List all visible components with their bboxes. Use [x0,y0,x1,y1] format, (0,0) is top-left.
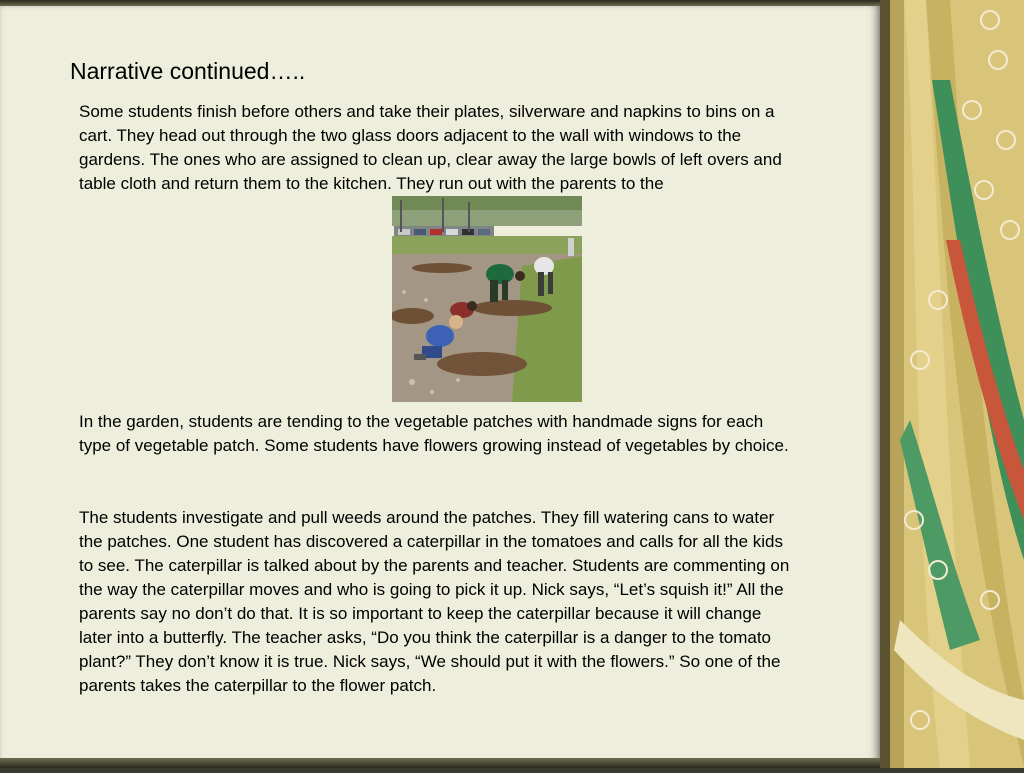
slide-title: Narrative continued….. [70,58,306,84]
paragraph-caterpillar: The students investigate and pull weeds around the patches. They fill watering cans to water the patches. One student has discovered a caterpillar in the tomatoes and calls for all the kids to see. The caterpillar is talked about by the parents and teacher. Students are commenting on the way the caterpillar moves and who is going to pick it up. Nick says, “Let’s squish it!” All the parents say no don’t do that. It is so important to keep the caterpillar because it will change later into a butterfly. The teacher asks, “Do you think the caterpillar is a danger to the tomato plant?” They don’t know it is true. Nick says, “We should put it with the flowers.” So one of the parents takes the caterpillar to the flower patch. [79,508,790,695]
paragraph-garden: In the garden, students are tending to the vegetable patches with handmade signs for each type of vegetable patch. Some students have flowers growing instead of vegetables by choice. [79,412,789,455]
paragraph-cleanup: Some students finish before others and take their plates, silverware and napkins to bins on a cart. They head out through the two glass doors adjacent to the wall with windows to the gardens. The ones who are assigned to clean up, clear away the large bowls of left overs and table cloth and return them to the kitchen. They run out with the parents to the [79,102,782,193]
decorative-border [880,0,1024,768]
garden-photo [392,196,582,402]
frame-top-edge [0,0,880,6]
frame-bottom-edge [0,758,880,768]
ribbon-pattern-icon [880,0,1024,768]
garden-photo-image [392,196,582,402]
